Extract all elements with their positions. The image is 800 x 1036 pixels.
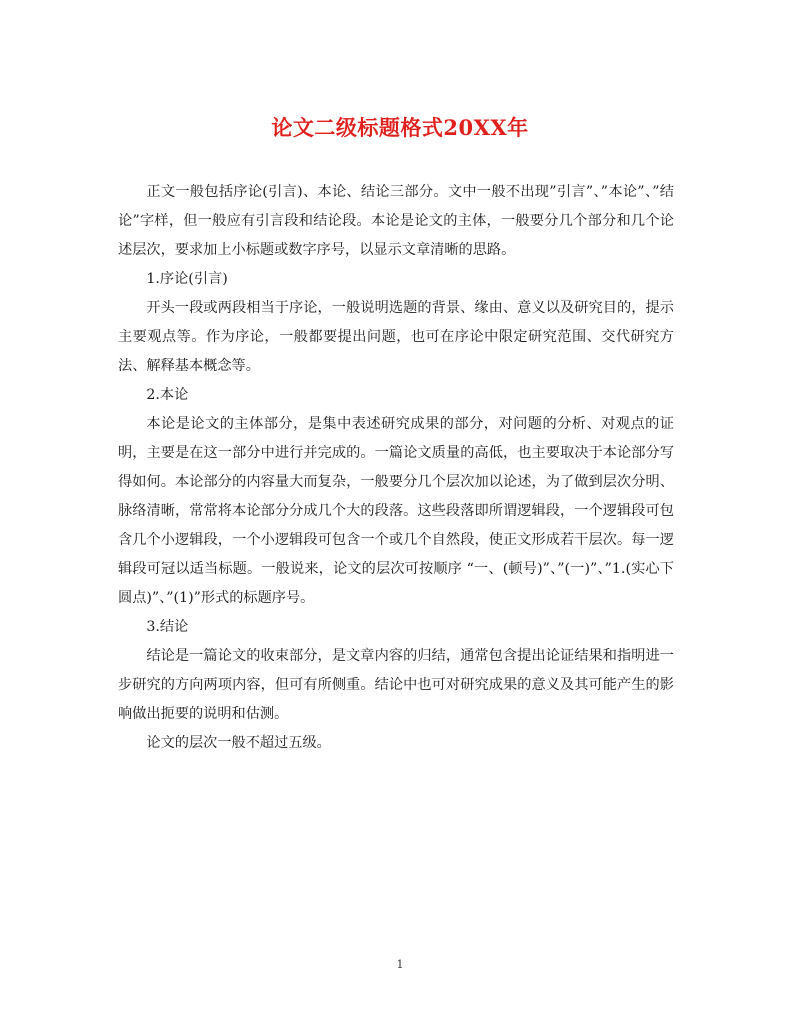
document-title: 论文二级标题格式20XX年 <box>271 115 529 140</box>
introduction-paragraph: 开头一段或两段相当于序论，一般说明选题的背景、缘由、意义以及研究目的，提示主要观点等。作为序论，一般都要提出问题，也可在序论中限定研究范围、交代研究方法、解释基本概念等。 <box>118 300 674 374</box>
section-heading-conclusion: 3.结论 <box>146 619 189 635</box>
closing-paragraph: 论文的层次一般不超过五级。 <box>146 735 331 751</box>
intro-paragraph: 正文一般包括序论(引言)、本论、结论三部分。文中一般不出现”引言”、”本论”、”结论”字样，但一般应有引言段和结论段。本论是论文的主体，一般要分几个部分和几个论述层次，要求加上小标题或数字序号，以显示文章清晰的思路。 <box>118 184 674 258</box>
main-body-paragraph: 本论是论文的主体部分，是集中表述研究成果的部分，对问题的分析、对观点的证明，主要是在这一部分中进行并完成的。一篇论文质量的高低，也主要取决于本论部分写得如何。本论部分的内容量大而复杂，一般要分几个层次加以论述，为了做到层次分明、脉络清晰，常常将本论部分分成几个大的段落。这些段落即所谓逻辑段，一个逻辑段可包含几个小逻辑段，一个小逻辑段可包含一个或几个自然段，使正文形成若干层次。每一逻辑段可冠以适当标题。一般说来，论文的层次可按顺序 “一、(顿号)”、”(一)”、”1.(实心下圆点)”、”(1)”形式的标题序号。 <box>118 416 674 606</box>
page-number: 1 <box>396 958 404 971</box>
conclusion-paragraph: 结论是一篇论文的收束部分，是文章内容的归结，通常包含提出论证结果和指明进一步研究的方向两项内容，但可有所侧重。结论中也可对研究成果的意义及其可能产生的影响做出扼要的说明和估测。 <box>118 648 674 722</box>
document-body <box>118 178 674 758</box>
section-heading-main-body: 2.本论 <box>146 387 189 403</box>
section-heading-introduction: 1.序论(引言) <box>146 271 228 287</box>
